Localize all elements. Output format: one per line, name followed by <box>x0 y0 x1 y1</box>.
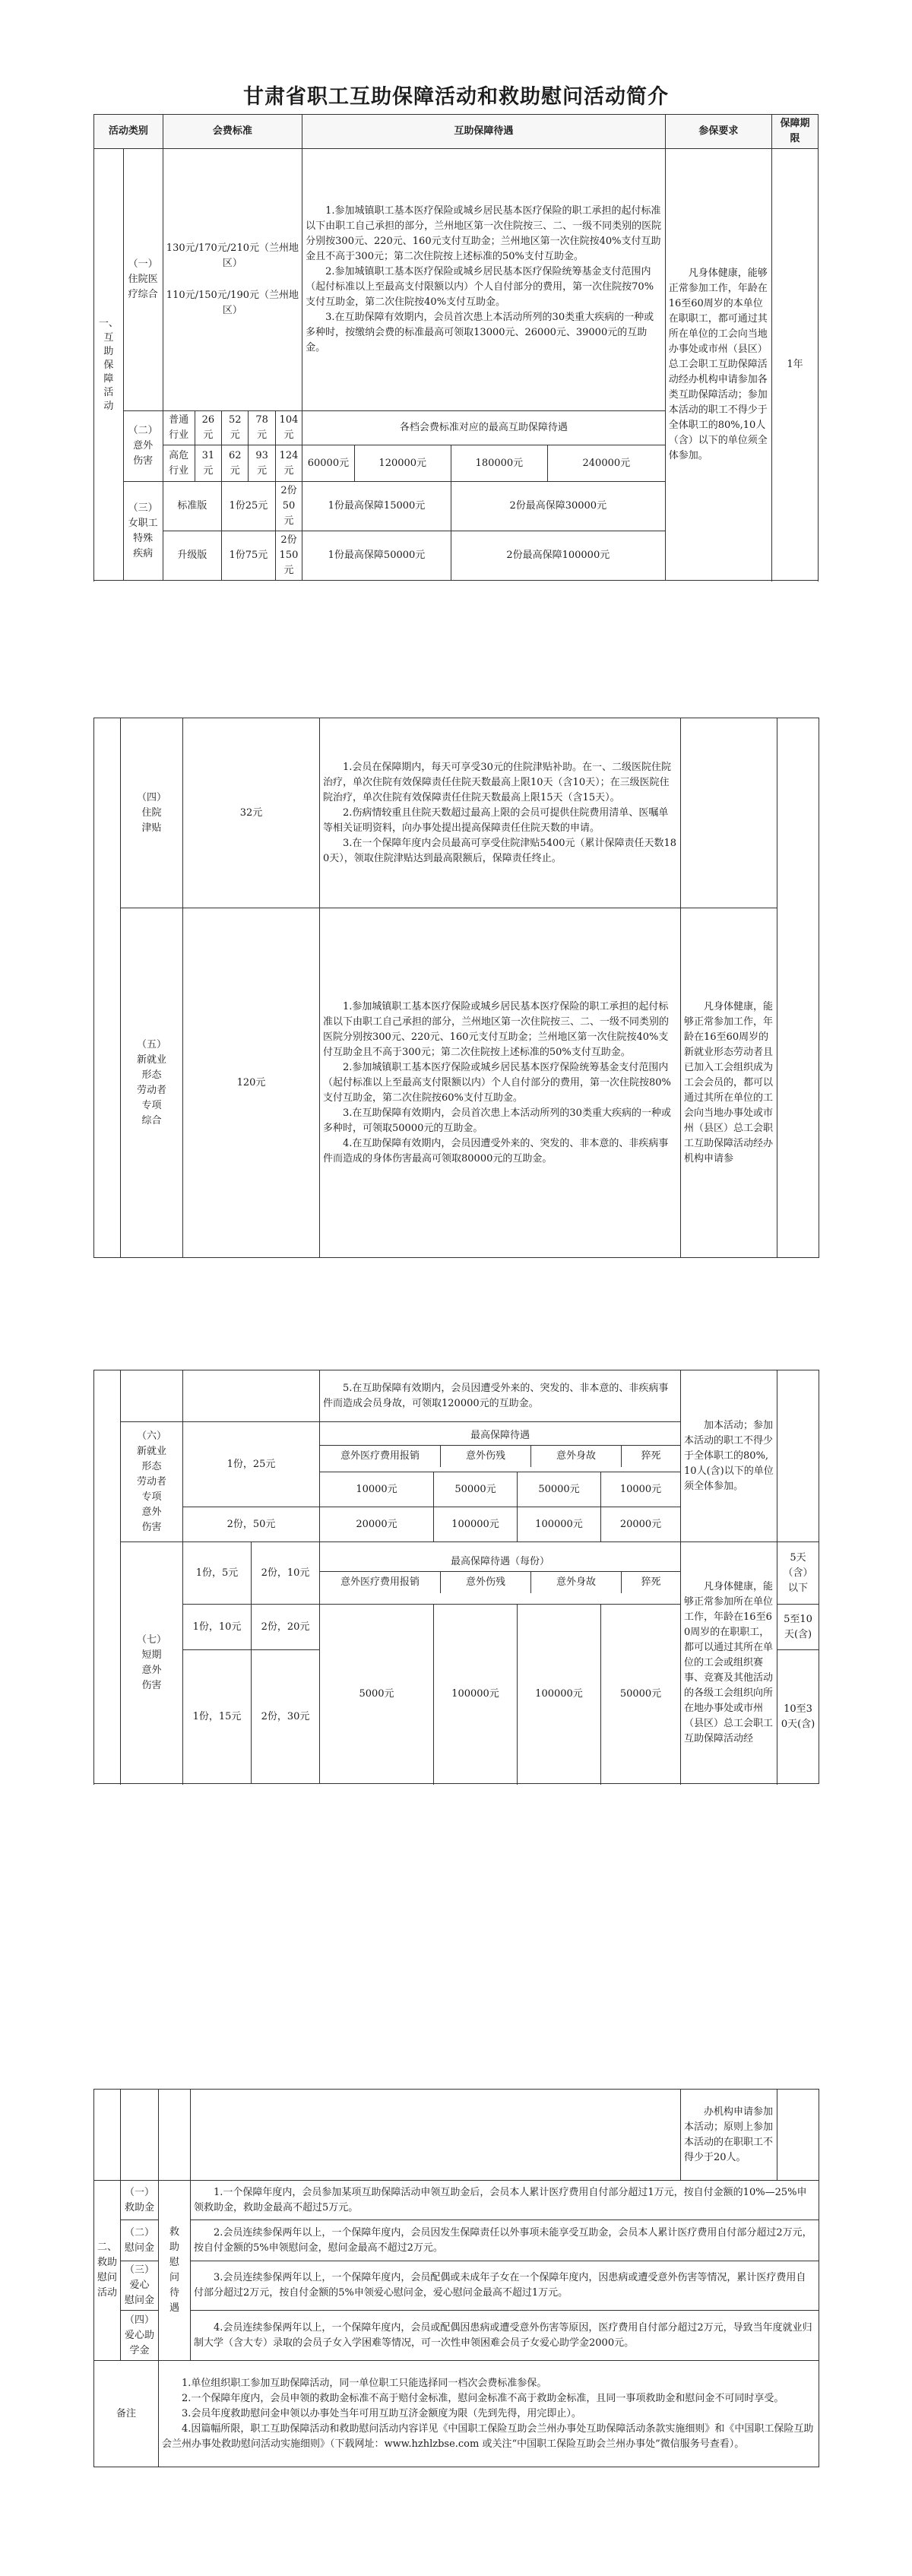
header-fee-standard: 会费标准 <box>163 115 302 149</box>
item-3-row-1-fee-1: 1份25元 <box>222 482 276 531</box>
item-1-fee: 130元/170元/210元（兰州地区） 110元/150元/190元（兰州地区） <box>163 149 302 411</box>
section-2-label: 二、 救助 慰问 活动 <box>94 2181 121 2361</box>
item-7-col-1: 意外医疗费用报销 <box>320 1572 441 1593</box>
item-7-fee-1a: 1份，5元 <box>183 1542 252 1605</box>
relief-item-2-label: （二） 慰问金 <box>121 2220 159 2261</box>
item-6-row-2-v3: 100000元 <box>518 1507 601 1542</box>
relief-item-3-label: （三） 爱心 慰问金 <box>121 2261 159 2311</box>
table-page-2 <box>93 718 819 1258</box>
item-6-row-1-v4: 10000元 <box>601 1472 681 1507</box>
notes-text: 1.单位组织职工参加互助保障活动，同一单位职工只能选择同一档次会费标准参保。 2.一个保障年度内，会员申领的救助金标准不高于赔付金标准，慰问金标准不高于救助金标准，且同一事项救助金和慰问金不可同时享受。 3.会员年度救助慰问金申领以办事处当年可用互助互济金额度为限（先到先得，用完即止）。 4.因篇幅所限，职工互助保障活动和救助慰问活动内容详见《中国职工保险互助会兰州办事处互助保障活动条款实施细则》和《中国职工保险互助会兰州办事处救助慰问活动实施细则》（下载网址：www.hzhlzbse.com 或关注“中国职工保险互助会兰州办事处”微信服务号查看）。 <box>159 2361 819 2467</box>
item-2-benefit-4: 240000元 <box>547 445 665 482</box>
header-activity-type: 活动类别 <box>94 115 163 149</box>
item-6-row-1-v3: 50000元 <box>518 1472 601 1507</box>
relief-item-1-label: （一） 救助金 <box>121 2181 159 2220</box>
item-6-col-2: 意外伤残 <box>441 1446 531 1467</box>
item-3-label: （三） 女职工 特殊 疾病 <box>123 482 163 581</box>
item-2-benefit-3: 180000元 <box>451 445 547 482</box>
item-7-requirements: 凡身体健康，能够正常参加所在单位工作，年龄在16至60周岁的在职职工，都可以通过其所在单位的工会或组织赛事、竞赛及其他活动的各级工会组织向所在地办事处或市州（县区）总工会职工互助保障活动经 <box>681 1542 777 1784</box>
item-3-row-2-fee-2: 2份150元 <box>275 531 302 581</box>
item-3-row-1-benefit-2: 2份最高保障30000元 <box>451 482 665 531</box>
item-1-label: （一） 住院医 疗综合 <box>123 149 163 411</box>
section-1-label: 一、 互助保障活动 <box>94 149 124 581</box>
table-page-3 <box>93 1370 819 1784</box>
item-2-row-1-fee-4: 104元 <box>275 411 302 445</box>
item-3-row-2-name: 升级版 <box>163 531 221 581</box>
item-7-term-1: 5天（含）以下 <box>777 1542 819 1605</box>
relief-item-3-text: 3.会员连续参保两年以上，一个保障年度内，会员配偶或未成年子女在一个保障年度内，因患病或遭受意外伤害等情况，累计医疗费用自付部分超过2万元，按自付金额的5%申领爱心慰问金，爱心慰问金最高不超过1万元。 <box>191 2261 819 2311</box>
item-7-col-2: 意外伤残 <box>441 1572 531 1593</box>
item-4-fee: 32元 <box>183 718 320 908</box>
item-7-col-3: 意外身故 <box>531 1572 622 1593</box>
section-1-requirements: 凡身体健康，能够正常参加工作，年龄在16至60周岁的本单位在职职工，都可通过其所在单位的工会向当地办事处或市州（县区）总工会职工互助保障活动经办机构申请参加各类互助保障活动；参加本活动的职工不得少于全体职工的80%,10人（含）以下的单位须全体参加。 <box>665 149 771 581</box>
item-2-benefit-2: 120000元 <box>354 445 451 482</box>
item-7-v1: 5000元 <box>320 1605 434 1784</box>
item-7-label: （七） 短期 意外 伤害 <box>121 1542 183 1784</box>
item-7-v2: 100000元 <box>434 1605 518 1784</box>
item-7-requirements-cont: 办机构申请参加本活动；原则上参加本活动的在职职工不得少于20人。 <box>681 2090 777 2181</box>
item-5-fee: 120元 <box>183 908 320 1258</box>
relief-type-label: 救助慰问待遇 <box>159 2181 191 2361</box>
item-2-row-2-fee-2: 62元 <box>222 445 249 482</box>
relief-item-2-text: 2.会员连续参保两年以上，一个保障年度内，会员因发生保障责任以外事项未能享受互助金，会员本人累计医疗费用自付部分超过2万元，按自付金额的5%申领慰问金，慰问金最高不超过2万元。 <box>191 2220 819 2261</box>
item-7-v3: 100000元 <box>518 1605 601 1784</box>
item-3-row-2-fee-1: 1份75元 <box>222 531 276 581</box>
item-6-fee-1: 1份，25元 <box>183 1422 320 1507</box>
item-6-benefit-title: 最高保障待遇 意外医疗费用报销 意外伤残 意外身故 猝死 <box>320 1422 681 1472</box>
item-7-fee-2b: 2份，20元 <box>252 1605 320 1650</box>
section-1-term: 1年 <box>772 149 819 581</box>
item-1-benefits: 1.参加城镇职工基本医疗保险或城乡居民基本医疗保险的职工承担的起付标准以下由职工自己承担的部分，兰州地区第一次住院按三、二、一级不同类别的医院分别按300元、220元、160元支付互助金；兰州地区第一次住院按40%支付互助金且不高于300元；第二次住院按上述标准的50%支付互助金。 2.参加城镇职工基本医疗保险或城乡居民基本医疗保险统筹基金支付范围内（起付标准以上至最高支付限额以内）个人自付部分的费用，第一次住院按70%支付互助金，第二次住院按40%支付互助金。 3.在互助保障有效期内，会员首次患上本活动所列的30类重大疾病的一种或多种时，按缴纳会费的标准最高可领取13000元、26000元、39000元的互助金。 <box>302 149 666 411</box>
item-6-label: （六） 新就业 形态 劳动者 专项 意外 伤害 <box>121 1422 183 1542</box>
item-6-row-2-v4: 20000元 <box>601 1507 681 1542</box>
item-7-term-3: 10至30天(含) <box>777 1650 819 1784</box>
item-7-fee-2a: 1份，10元 <box>183 1605 252 1650</box>
item-4-benefits: 1.会员在保障期内，每天可享受30元的住院津贴补助。在一、二级医院住院治疗，单次住院有效保障责任住院天数最高上限10天（含10天）；在三级医院住院治疗，单次住院有效保障责任住院天数最高上限15天（含15天）。 2.伤病情较重且住院天数超过最高上限的会员可提供住院费用清单、医嘱单等相关证明资料，向办事处提出提高保障责任住院天数的申请。 3.在一个保障年度内会员最高可享受住院津贴5400元（累计保障责任天数180天），领取住院津贴达到最高限额后，保障责任终止。 <box>320 718 681 908</box>
item-4-label: （四） 住院 津贴 <box>121 718 183 908</box>
item-5-benefits: 1.参加城镇职工基本医疗保险或城乡居民基本医疗保险的职工承担的起付标准以下由职工自己承担的部分，兰州地区第一次住院按三、二、一级不同类别的医院分别按300元、220元、160元支付互助金；兰州地区第一次住院按40%支付互助金且不高于300元；第二次住院按上述标准的50%支付互助金。 2.参加城镇职工基本医疗保险或城乡居民基本医疗保险统筹基金支付范围内（起付标准以上至最高支付限额以内）个人自付部分的费用，第一次住院按80%支付互助金，第二次住院按60%支付互助金。 3.在互助保障有效期内，会员首次患上本活动所列的30类重大疾病的一种或多种时，可领取50000元的互助金。 4.在互助保障有效期内，会员因遭受外来的、突发的、非本意的、非疾病事件而造成的身体伤害最高可领取80000元的互助金。 <box>320 908 681 1258</box>
item-7-benefit-title: 最高保障待遇（每份） 意外医疗费用报销 意外伤残 意外身故 猝死 <box>320 1542 681 1605</box>
item-7-v4: 50000元 <box>601 1605 681 1784</box>
item-6-row-2-v2: 100000元 <box>434 1507 518 1542</box>
item-5-requirements: 凡身体健康，能够正常参加工作，年龄在16至60周岁的新就业形态劳动者且已加入工会组织成为工会会员的，都可以通过其所在单位的工会向当地办事处或市州（县区）总工会职工互助保障活动经办机构申请参 <box>681 908 777 1258</box>
item-6-col-3: 意外身故 <box>531 1446 622 1467</box>
item-6-col-1: 意外医疗费用报销 <box>320 1446 441 1467</box>
item-3-row-1-fee-2: 2份50元 <box>275 482 302 531</box>
item-2-label: （二） 意外 伤害 <box>123 411 163 482</box>
item-2-row-1-fee-1: 26元 <box>195 411 221 445</box>
item-7-fee-3a: 1份，15元 <box>183 1650 252 1784</box>
table-page-4 <box>93 2089 819 2467</box>
item-6-fee-2: 2份，50元 <box>183 1507 320 1542</box>
item-7-fee-3b: 2份，30元 <box>252 1650 320 1784</box>
item-3-row-1-benefit-1: 1份最高保障15000元 <box>302 482 451 531</box>
item-2-row-2-fee-1: 31元 <box>195 445 221 482</box>
item-5-benefit-5: 5.在互助保障有效期内，会员因遭受外来的、突发的、非本意的、非疾病事件而造成会员身故，可领取120000元的互助金。 <box>320 1370 681 1422</box>
header-benefits: 互助保障待遇 <box>302 115 666 149</box>
item-6-row-1-v1: 10000元 <box>320 1472 434 1507</box>
item-3-row-1-name: 标准版 <box>163 482 221 531</box>
item-2-row-1-fee-3: 78元 <box>249 411 275 445</box>
page-title: 甘肃省职工互助保障活动和救助慰问活动简介 <box>243 85 669 109</box>
item-2-row-2-name: 高危行业 <box>163 445 195 482</box>
item-6-row-2-v1: 20000元 <box>320 1507 434 1542</box>
item-2-row-2-fee-4: 124元 <box>275 445 302 482</box>
item-2-row-1-fee-2: 52元 <box>222 411 249 445</box>
header-term: 保障期限 <box>772 115 819 149</box>
item-7-term-2: 5至10天(含) <box>777 1605 819 1650</box>
item-5-label: （五） 新就业 形态 劳动者 专项 综合 <box>121 908 183 1258</box>
relief-item-1-text: 1.一个保障年度内，会员参加某项互助保障活动申领互助金后，会员本人累计医疗费用自付部分超过1万元，按自付金额的10%—25%申领救助金，救助金最高不超过5万元。 <box>191 2181 819 2220</box>
item-3-row-2-benefit-1: 1份最高保障50000元 <box>302 531 451 581</box>
item-7-col-4: 猝死 <box>641 1576 661 1588</box>
relief-item-4-text: 4.会员连续参保两年以上，一个保障年度内，会员或配偶因患病或遭受意外伤害等原因，医疗费用自付部分超过2万元，导致当年度就业归制大学（含大专）录取的会员子女入学困难等情况，可一次性申领困难会员子女爱心助学金2000元。 <box>191 2311 819 2361</box>
item-5-requirements-cont: 加本活动；参加本活动的职工不得少于全体职工的80%,10人(含)以下的单位须全体参加。 <box>681 1370 777 1542</box>
relief-item-4-label: （四） 爱心助 学金 <box>121 2311 159 2361</box>
item-6-row-1-v2: 50000元 <box>434 1472 518 1507</box>
item-2-benefit-title: 各档会费标准对应的最高互助保障待遇 <box>302 411 666 445</box>
item-2-row-2-fee-3: 93元 <box>249 445 275 482</box>
header-requirements: 参保要求 <box>665 115 771 149</box>
item-2-benefit-1: 60000元 <box>302 445 355 482</box>
notes-label: 备注 <box>94 2361 159 2467</box>
item-6-col-4: 猝死 <box>641 1450 661 1462</box>
item-3-row-2-benefit-2: 2份最高保障100000元 <box>451 531 665 581</box>
table-page-1 <box>93 114 819 581</box>
item-7-fee-1b: 2份，10元 <box>252 1542 320 1605</box>
item-2-row-1-name: 普通行业 <box>163 411 195 445</box>
